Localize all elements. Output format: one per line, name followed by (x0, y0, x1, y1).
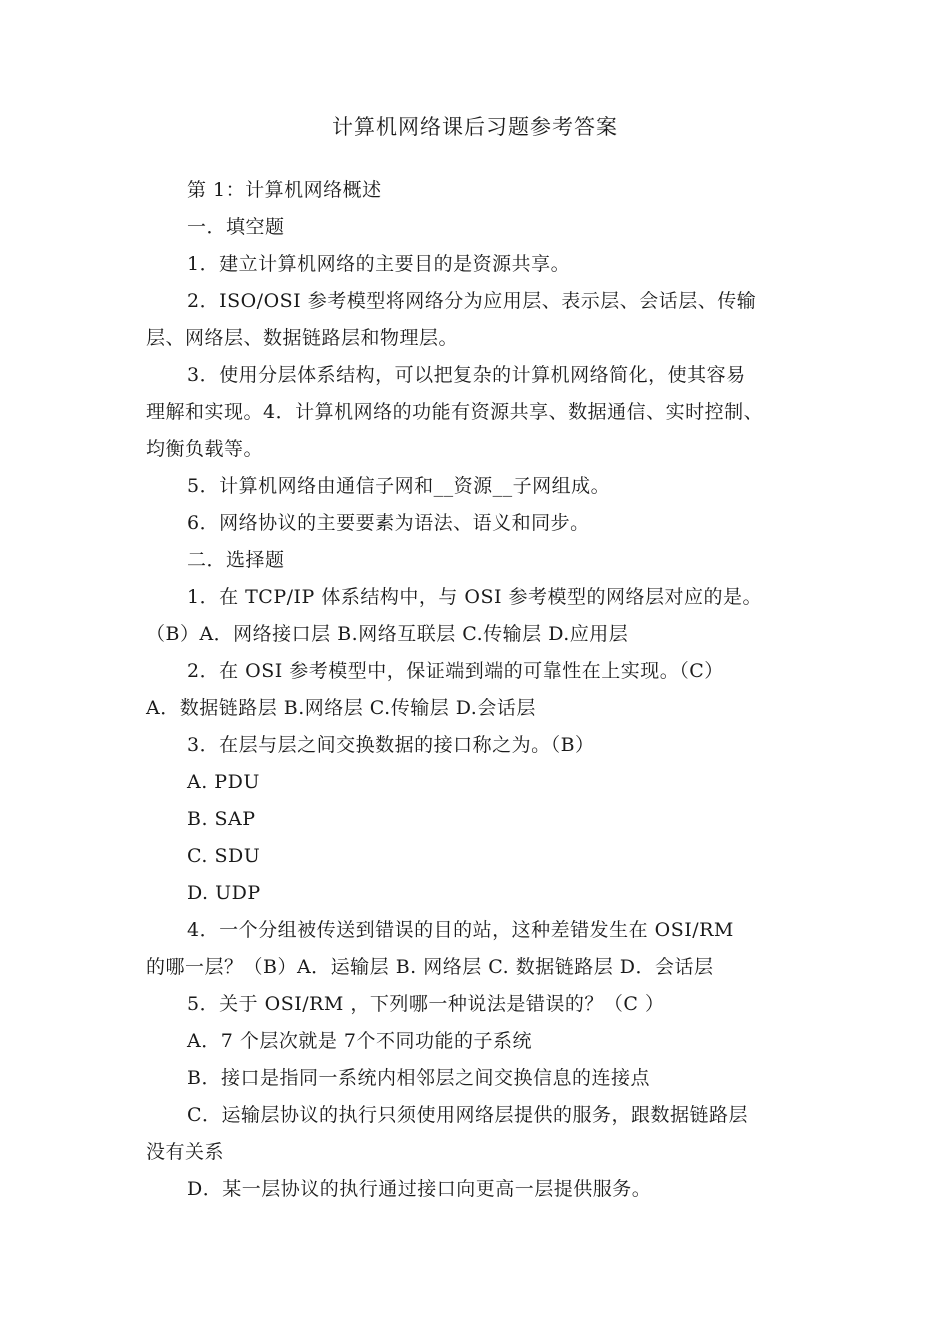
text-line: 3．使用分层体系结构，可以把复杂的计算机网络简化，使其容易 (187, 364, 746, 386)
text-line: 的哪一层？（B）A．运输层 B. 网络层 C. 数据链路层 D．会话层 (146, 956, 714, 978)
text-line: C．运输层协议的执行只须使用网络层提供的服务，跟数据链路层 (187, 1104, 749, 1126)
text-line: 均衡负载等。 (146, 438, 264, 460)
text-line: 二．选择题 (187, 549, 285, 571)
text-line: 1．建立计算机网络的主要目的是资源共享。 (187, 253, 571, 275)
text-line: 层、网络层、数据链路层和物理层。 (146, 327, 459, 349)
text-line: D．某一层协议的执行通过接口向更高一层提供服务。 (187, 1178, 652, 1200)
text-line: A. PDU (187, 771, 260, 793)
document-title: 计算机网络课后习题参考答案 (332, 115, 618, 139)
text-line: A．数据链路层 B.网络层 C.传输层 D.会话层 (146, 697, 536, 719)
text-line: D. UDP (187, 882, 261, 904)
text-line: 2．在 OSI 参考模型中，保证端到端的可靠性在上实现。（C） (187, 660, 724, 682)
text-line: （B）A．网络接口层 B.网络互联层 C.传输层 D.应用层 (146, 623, 629, 645)
text-line: 2．ISO/OSI 参考模型将网络分为应用层、表示层、会话层、传输 (187, 290, 757, 312)
text-line: 4．一个分组被传送到错误的目的站，这种差错发生在 OSI/RM (187, 919, 734, 941)
text-line: 3．在层与层之间交换数据的接口称之为。（B） (187, 734, 595, 756)
text-line: C. SDU (187, 845, 261, 867)
text-line: 6．网络协议的主要要素为语法、语义和同步。 (187, 512, 590, 534)
text-line: A．7 个层次就是 7个不同功能的子系统 (187, 1030, 532, 1052)
text-line: 第 1：计算机网络概述 (187, 179, 382, 201)
text-line: 5．关于 OSI/RM ，下列哪一种说法是错误的？（C ） (187, 993, 665, 1015)
text-line: 5．计算机网络由通信子网和__资源__子网组成。 (187, 475, 611, 497)
text-line: 一．填空题 (187, 216, 285, 238)
document-body (146, 172, 826, 1208)
text-line: B. SAP (187, 808, 256, 830)
text-line: B．接口是指同一系统内相邻层之间交换信息的连接点 (187, 1067, 650, 1089)
text-line: 没有关系 (146, 1141, 225, 1163)
text-line: 理解和实现。4．计算机网络的功能有资源共享、数据通信、实时控制、 (146, 401, 764, 423)
text-line: 1．在 TCP/IP 体系结构中，与 OSI 参考模型的网络层对应的是。 (187, 586, 763, 608)
